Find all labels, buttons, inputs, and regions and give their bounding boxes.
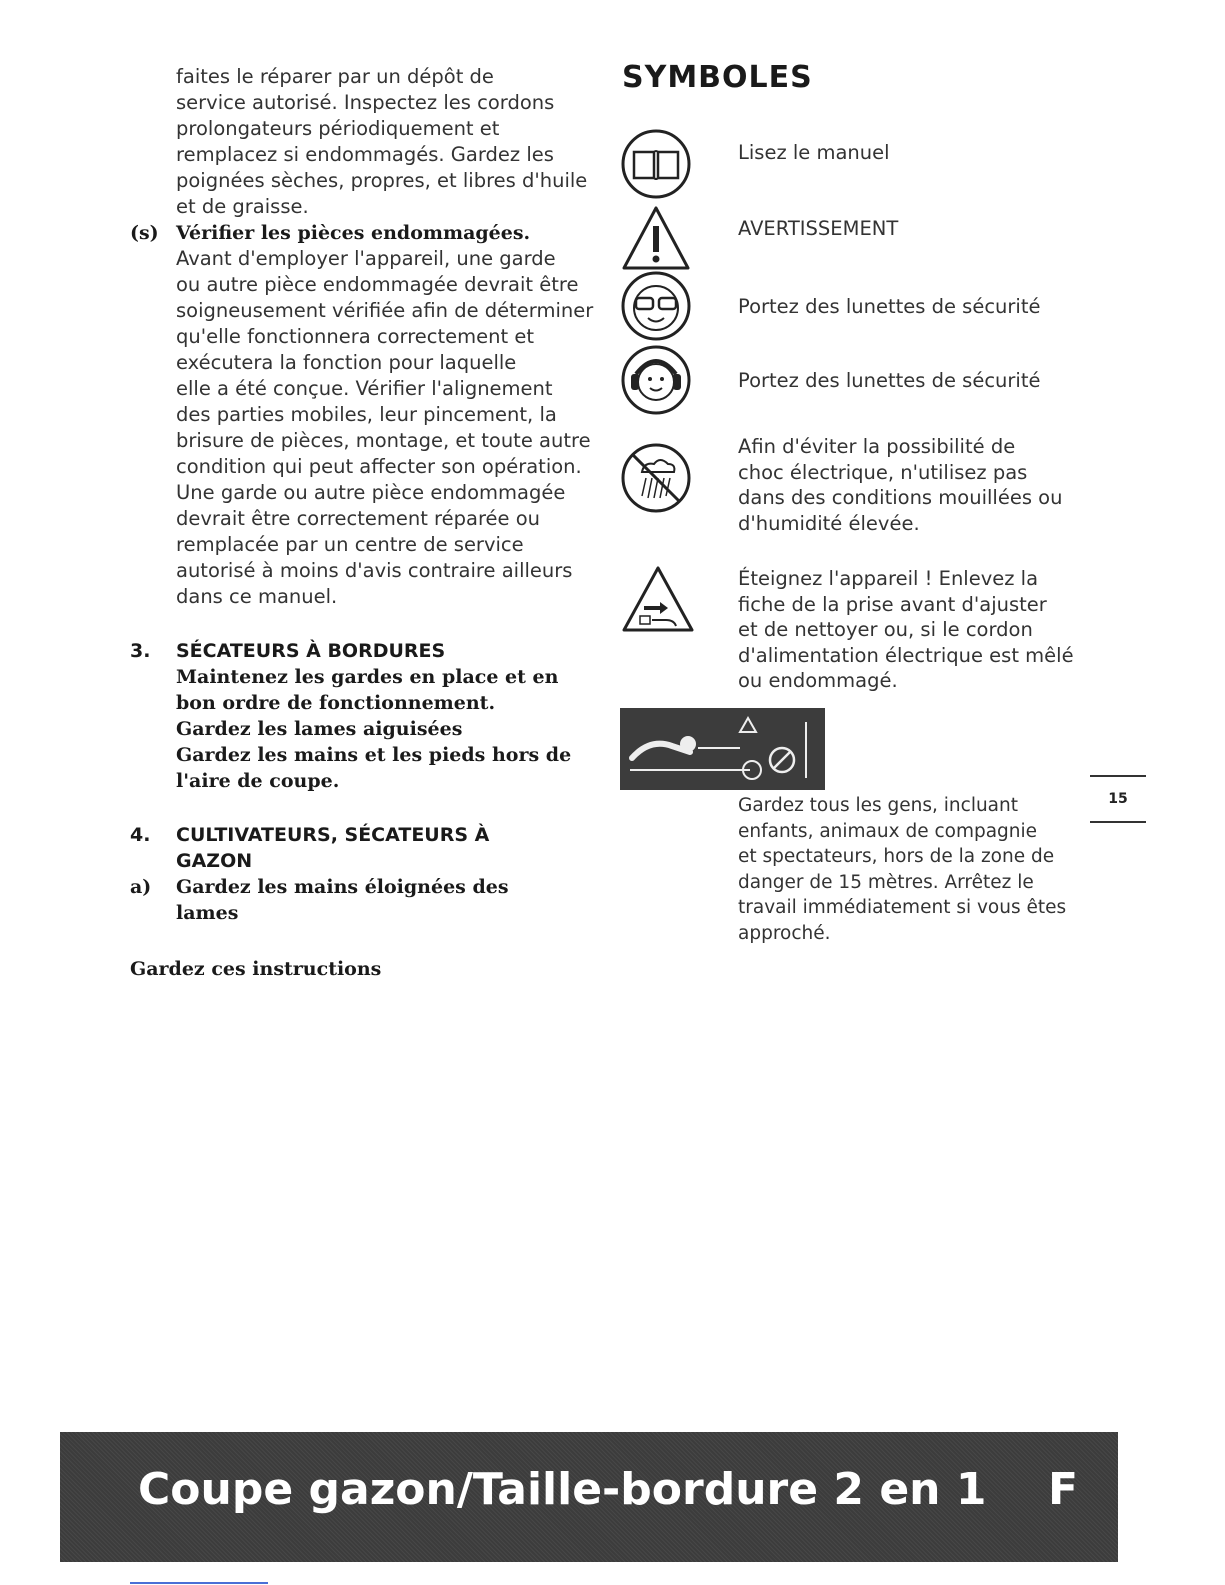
text-line: ou autre pièce endommagée devrait être [176, 273, 579, 296]
text-line: l'aire de coupe. [176, 770, 340, 792]
item-s [130, 220, 600, 610]
text-line: brisure de pièces, montage, et toute autre [176, 429, 591, 452]
footer-title: Coupe gazon/Taille-bordure 2 en 1 [138, 1464, 987, 1515]
text-line: Portez des lunettes de sécurité [738, 369, 1041, 392]
symbol-text [738, 140, 1088, 166]
text-line: dans ce manuel. [176, 585, 338, 608]
text-line: fiche de la prise avant d'ajuster [738, 592, 1047, 616]
text-line: exécutera la fonction pour laquelle [176, 351, 517, 374]
symbol-text [738, 566, 1088, 694]
text-line: bon ordre de fonctionnement. [176, 692, 496, 714]
safety-glasses-icon [620, 270, 692, 342]
section-3-title: SÉCATEURS À BORDURES [176, 640, 446, 662]
text-line: poignées sèches, propres, et libres d'huile [176, 169, 588, 192]
text-line: elle a été conçue. Vérifier l'alignement [176, 377, 553, 400]
left-column [130, 64, 600, 982]
intro-paragraph [130, 64, 600, 220]
text-line: Gardez les mains éloignées des [176, 876, 509, 898]
text-line: et de nettoyer ou, si le cordon [738, 618, 1033, 641]
text-line: condition qui peut affecter son opération. [176, 455, 582, 478]
section-4-title-line: GAZON [176, 850, 253, 872]
text-line: approché. [738, 922, 831, 944]
text-line: autorisé à moins d'avis contraire ailleurs [176, 559, 573, 582]
read-manual-icon [620, 128, 692, 200]
text-line: Gardez les lames aiguisées [176, 718, 463, 740]
text-line: travail immédiatement si vous êtes [738, 897, 1067, 918]
text-line: soigneusement vérifiée afin de déterminer [176, 299, 594, 322]
language-letter: F [1047, 1464, 1078, 1515]
symbol-text [738, 216, 1088, 242]
section-4-title-line: CULTIVATEURS, SÉCATEURS À [176, 824, 490, 846]
text-line: faites le réparer par un dépôt de [176, 65, 494, 88]
ear-protection-icon [620, 344, 692, 416]
text-line: Gardez tous les gens, incluant [738, 795, 1018, 816]
text-line: remplacée par un centre de service [176, 533, 524, 556]
item-s-marker: (s) [130, 222, 159, 244]
text-line: Éteignez l'appareil ! Enlevez la [738, 567, 1039, 590]
symbol-text [738, 368, 1088, 394]
symbol-text [738, 294, 1088, 320]
text-line: dans des conditions mouillées ou [738, 486, 1063, 509]
warning-triangle-icon [620, 204, 692, 272]
text-line: Afin d'éviter la possibilité de [738, 435, 1016, 458]
text-line: enfants, animaux de compagnie [738, 820, 1038, 842]
text-line: danger de 15 mètres. Arrêtez le [738, 871, 1034, 893]
no-rain-icon [620, 442, 692, 514]
section-3-heading [130, 638, 600, 664]
section-3-body [130, 664, 600, 794]
divider-line [130, 1582, 268, 1584]
text-line: d'humidité élevée. [738, 511, 920, 535]
text-line: choc électrique, n'utilisez pas [738, 460, 1028, 484]
text-line: devrait être correctement réparée ou [176, 507, 541, 530]
text-line: prolongateurs périodiquement et [176, 117, 500, 140]
section-3-number: 3. [130, 640, 151, 662]
text-line: remplacez si endommagés. Gardez les [176, 143, 554, 166]
text-line: Une garde ou autre pièce endommagée [176, 481, 566, 504]
closing-note: Gardez ces instructions [130, 958, 382, 980]
bystander-text [738, 793, 1068, 946]
text-line: ou endommagé. [738, 669, 898, 692]
text-line: et de graisse. [176, 195, 309, 218]
text-line: service autorisé. Inspectez les cordons [176, 91, 555, 114]
symbol-text [738, 434, 1088, 536]
item-a [130, 874, 600, 926]
text-line: Portez des lunettes de sécurité [738, 295, 1041, 318]
page-number: 15 [1090, 775, 1146, 823]
text-line: qu'elle fonctionnera correctement et [176, 325, 534, 348]
symbols-title: SYMBOLES [622, 60, 813, 95]
text-line: Maintenez les gardes en place et en [176, 666, 559, 688]
text-line: Lisez le manuel [738, 141, 890, 164]
keep-bystanders-away-icon [620, 708, 825, 790]
section-4-heading [130, 822, 600, 874]
text-line: d'alimentation électrique est mêlé [738, 643, 1074, 667]
text-line: et spectateurs, hors de la zone de [738, 846, 1055, 867]
symbols-column [620, 60, 1080, 944]
section-4-number: 4. [130, 824, 151, 846]
text-line: lames [176, 902, 239, 924]
text-line: Gardez les mains et les pieds hors de [176, 744, 572, 766]
text-line: Avant d'employer l'appareil, une garde [176, 247, 556, 270]
item-a-marker: a) [130, 876, 152, 898]
item-s-title: Vérifier les pièces endommagées. [176, 222, 531, 244]
text-line: AVERTISSEMENT [738, 217, 899, 240]
unplug-warning-icon [620, 564, 696, 634]
text-line: des parties mobiles, leur pincement, la [176, 403, 557, 426]
footer-bar [60, 1432, 1118, 1562]
